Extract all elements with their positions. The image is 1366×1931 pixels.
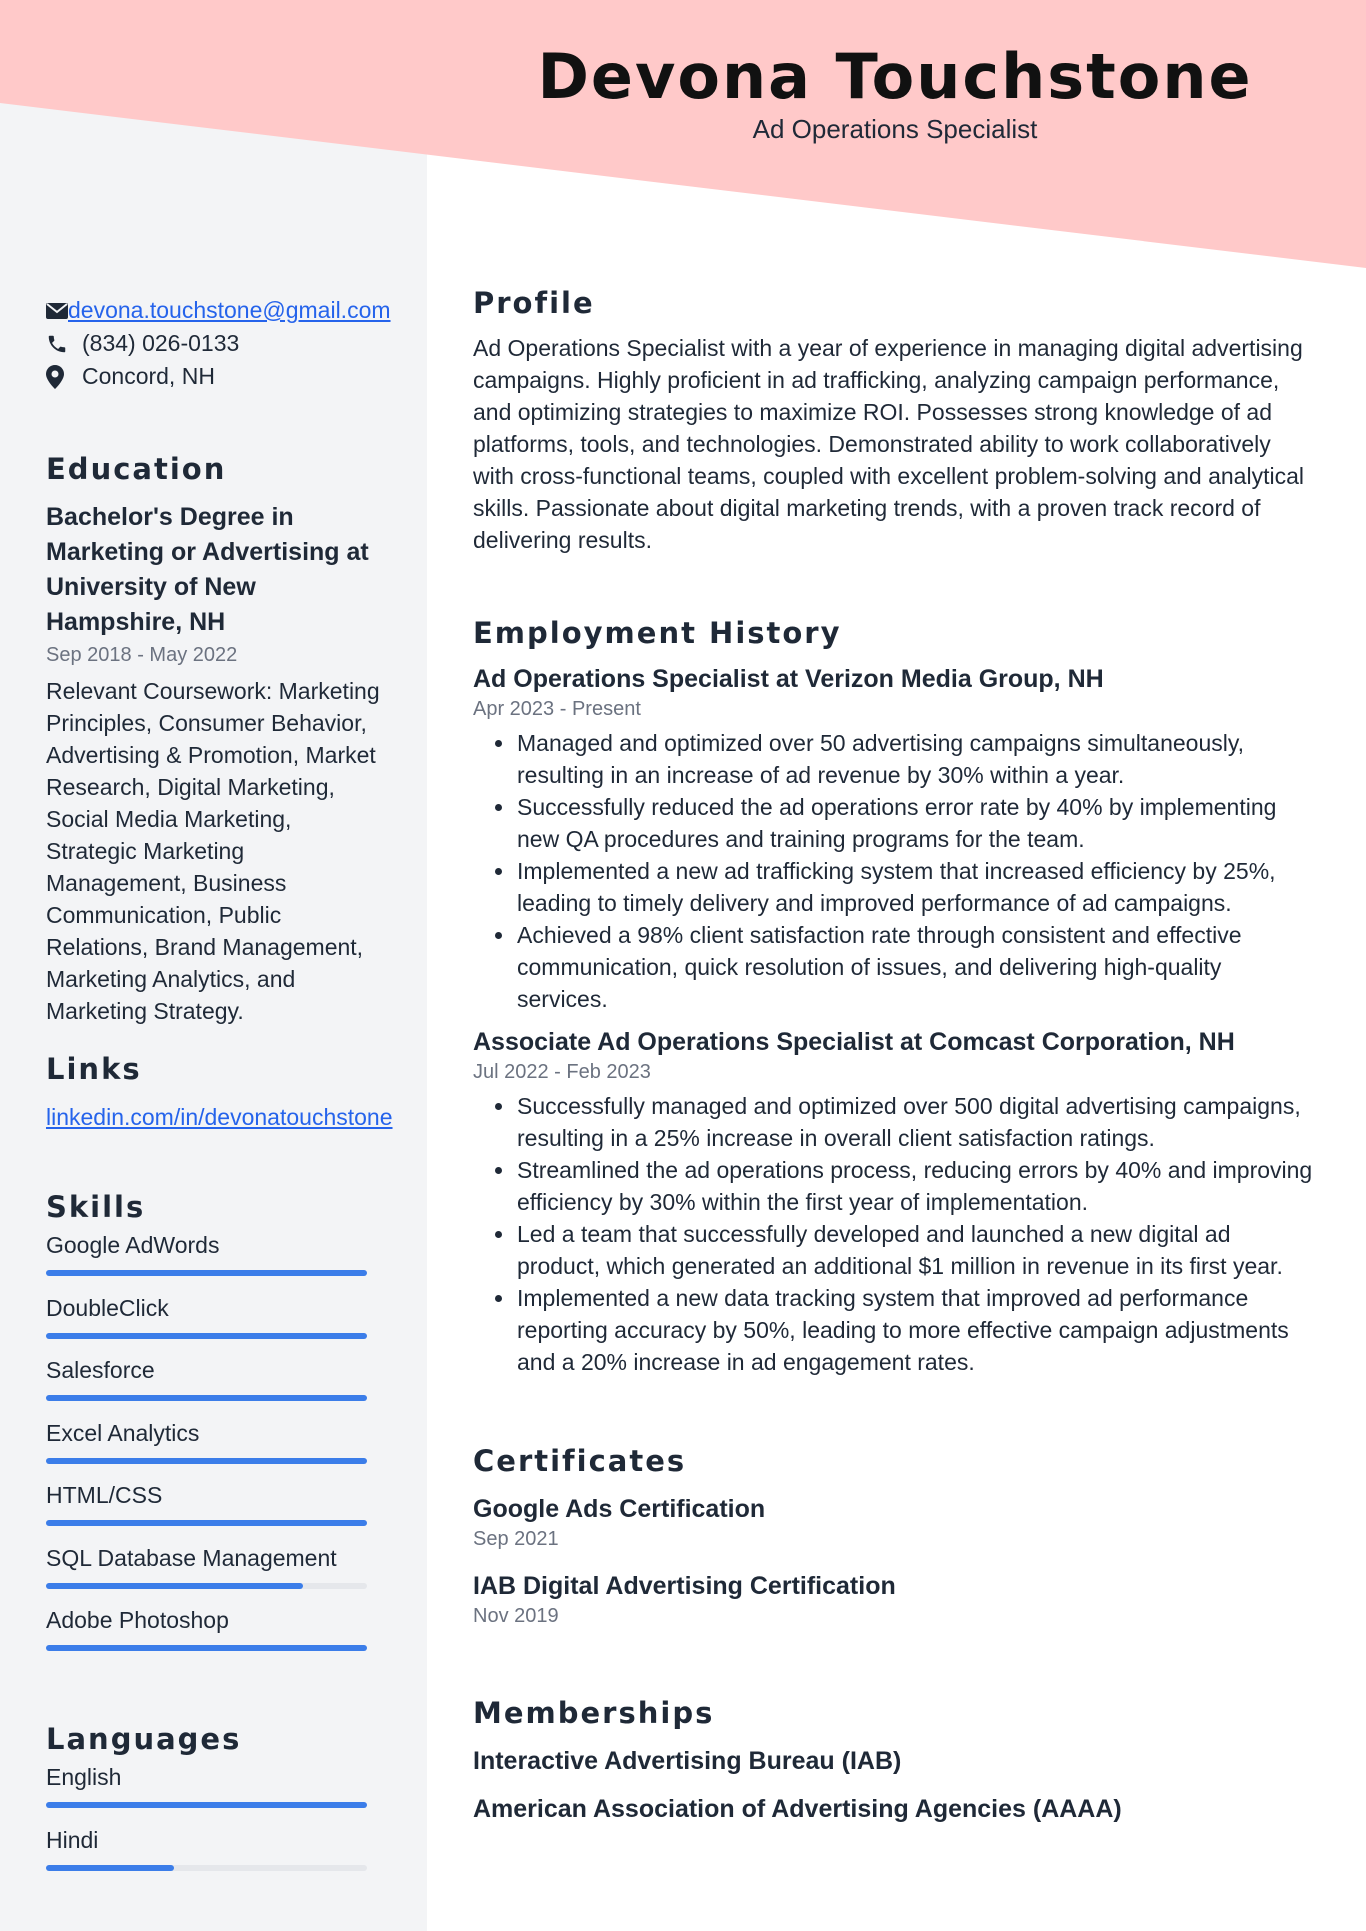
job-bullets — [473, 1090, 1313, 1378]
contact-section — [46, 294, 391, 393]
education-heading: Education — [46, 452, 227, 486]
skills-heading: Skills — [46, 1190, 146, 1224]
profile-text: Ad Operations Specialist with a year of experience in managing digital advertising campaigns. Highly proficient in ad trafficking, analyzing campaign performance, and optimizing strategies to maximize ROI. Possesses strong knowledge of ad platforms, tools, and technologies. Demonstrated ability to work collaboratively with cross-functional teams, coupled with excellent problem-solving and analytical skills. Passionate about digital marketing trends, with a proven track record of delivering results. — [473, 335, 1304, 553]
job-dates: Jul 2022 - Feb 2023 — [473, 1061, 651, 1083]
skill-level-fill — [46, 1333, 367, 1339]
employment-heading: Employment History — [473, 616, 842, 650]
skill-item — [46, 1287, 386, 1350]
linkedin-link[interactable]: linkedin.com/in/devonatouchstone — [46, 1104, 393, 1130]
membership-item: American Association of Advertising Agencies (AAAA) — [473, 1795, 1122, 1823]
certificate-date: Nov 2019 — [473, 1605, 559, 1627]
language-name: English — [46, 1764, 122, 1790]
skill-level-fill — [46, 1458, 367, 1464]
language-level-fill — [46, 1802, 367, 1808]
job-entry — [473, 1025, 1313, 1378]
job-bullet: Successfully reduced the ad operations error rate by 40% by implementing new QA procedures and training programs for the team. — [473, 791, 1313, 855]
certificate-entry — [473, 1492, 1313, 1551]
skill-level-track — [46, 1645, 367, 1651]
job-title: Ad Operations Specialist at Verizon Media Group, NH — [473, 665, 1104, 693]
skill-name: SQL Database Management — [46, 1544, 337, 1571]
skill-level-fill — [46, 1520, 367, 1526]
job-bullet: Led a team that successfully developed and launched a new digital ad product, which generated an additional $1 million in revenue in its first year. — [473, 1218, 1313, 1282]
links-heading: Links — [46, 1052, 142, 1086]
job-bullet: Achieved a 98% client satisfaction rate through consistent and effective communication, quick resolution of issues, and delivering high-quality services. — [473, 919, 1313, 1015]
certificate-entry — [473, 1569, 1313, 1628]
certificate-date: Sep 2021 — [473, 1528, 559, 1550]
skill-level-track — [46, 1333, 367, 1339]
contact-email-row — [46, 294, 391, 327]
certificates-heading: Certificates — [473, 1444, 687, 1478]
email-link[interactable]: devona.touchstone@gmail.com — [68, 297, 391, 323]
languages-section — [46, 1722, 386, 1881]
language-name: Hindi — [46, 1826, 99, 1853]
education-dates: Sep 2018 - May 2022 — [46, 644, 238, 666]
skill-item — [46, 1412, 386, 1475]
skill-name: Salesforce — [46, 1357, 155, 1383]
contact-phone-row — [46, 327, 386, 360]
education-section — [46, 452, 386, 1027]
job-bullets — [473, 727, 1313, 1015]
links-section — [46, 1052, 393, 1131]
language-item — [46, 1756, 386, 1819]
phone-text: (834) 026-0133 — [82, 330, 240, 356]
job-dates: Apr 2023 - Present — [473, 698, 641, 720]
skill-level-fill — [46, 1583, 303, 1589]
candidate-role: Ad Operations Specialist — [752, 114, 1038, 144]
memberships-section — [473, 1696, 1313, 1826]
language-level-track — [46, 1865, 367, 1871]
education-coursework: Relevant Coursework: Marketing Principles, Consumer Behavior, Advertising & Promotion, Market Research, Digital Marketing, Social Media Marketing, Strategic Marketing Management, Business Communication, Public Relations, Brand Management, Marketing Analytics, and Marketing Strategy. — [46, 678, 380, 1024]
job-title: Associate Ad Operations Specialist at Comcast Corporation, NH — [473, 1028, 1235, 1056]
skill-item — [46, 1599, 386, 1662]
skill-name: Excel Analytics — [46, 1419, 200, 1446]
contact-location-row — [46, 360, 386, 393]
skill-level-fill — [46, 1270, 367, 1276]
profile-heading: Profile — [473, 286, 595, 320]
skills-list — [46, 1224, 386, 1662]
job-bullet: Implemented a new ad trafficking system that increased efficiency by 25%, leading to timely delivery and improved performance of ad campaigns. — [473, 855, 1313, 919]
languages-list — [46, 1756, 386, 1881]
skill-level-track — [46, 1458, 367, 1464]
skill-item — [46, 1349, 386, 1412]
skill-level-track — [46, 1395, 367, 1401]
certificate-name: IAB Digital Advertising Certification — [473, 1572, 896, 1600]
certificates-section — [473, 1444, 1313, 1628]
candidate-name: Devona Touchstone — [537, 40, 1253, 113]
language-item — [46, 1819, 386, 1882]
skill-level-track — [46, 1270, 367, 1276]
languages-heading: Languages — [46, 1722, 242, 1756]
education-degree: Bachelor's Degree in Marketing or Advertising at University of New Hampshire, NH — [46, 503, 369, 636]
skill-level-track — [46, 1520, 367, 1526]
certificate-name: Google Ads Certification — [473, 1495, 766, 1523]
skills-section — [46, 1190, 386, 1662]
job-entry — [473, 662, 1313, 1015]
job-bullet: Implemented a new data tracking system that improved ad performance reporting accuracy by 50%, leading to more effective campaign adjustments and a 20% increase in ad engagement rates. — [473, 1282, 1313, 1378]
skill-level-fill — [46, 1645, 367, 1651]
skill-name: HTML/CSS — [46, 1482, 163, 1508]
job-bullet: Managed and optimized over 50 advertising campaigns simultaneously, resulting in an increase of ad revenue by 30% within a year. — [473, 727, 1313, 791]
skill-name: Google AdWords — [46, 1232, 220, 1258]
job-bullet: Successfully managed and optimized over 500 digital advertising campaigns, resulting in a 25% increase in overall client satisfaction ratings. — [473, 1090, 1313, 1154]
phone-icon — [46, 333, 82, 355]
language-level-track — [46, 1802, 367, 1808]
profile-section — [473, 286, 1313, 556]
skill-item — [46, 1474, 386, 1537]
job-bullet: Streamlined the ad operations process, reducing errors by 40% and improving efficiency by 30% within the first year of implementation. — [473, 1154, 1313, 1218]
skill-item — [46, 1224, 386, 1287]
skill-item — [46, 1537, 386, 1600]
skill-level-fill — [46, 1395, 367, 1401]
employment-section — [473, 616, 1313, 1378]
map-pin-icon — [46, 365, 82, 389]
envelope-icon — [46, 303, 68, 319]
membership-item: Interactive Advertising Bureau (IAB) — [473, 1747, 902, 1775]
skill-name: DoubleClick — [46, 1294, 169, 1321]
skill-name: Adobe Photoshop — [46, 1607, 229, 1633]
language-level-fill — [46, 1865, 174, 1871]
location-text: Concord, NH — [82, 363, 215, 389]
skill-level-track — [46, 1583, 367, 1589]
memberships-heading: Memberships — [473, 1696, 715, 1730]
